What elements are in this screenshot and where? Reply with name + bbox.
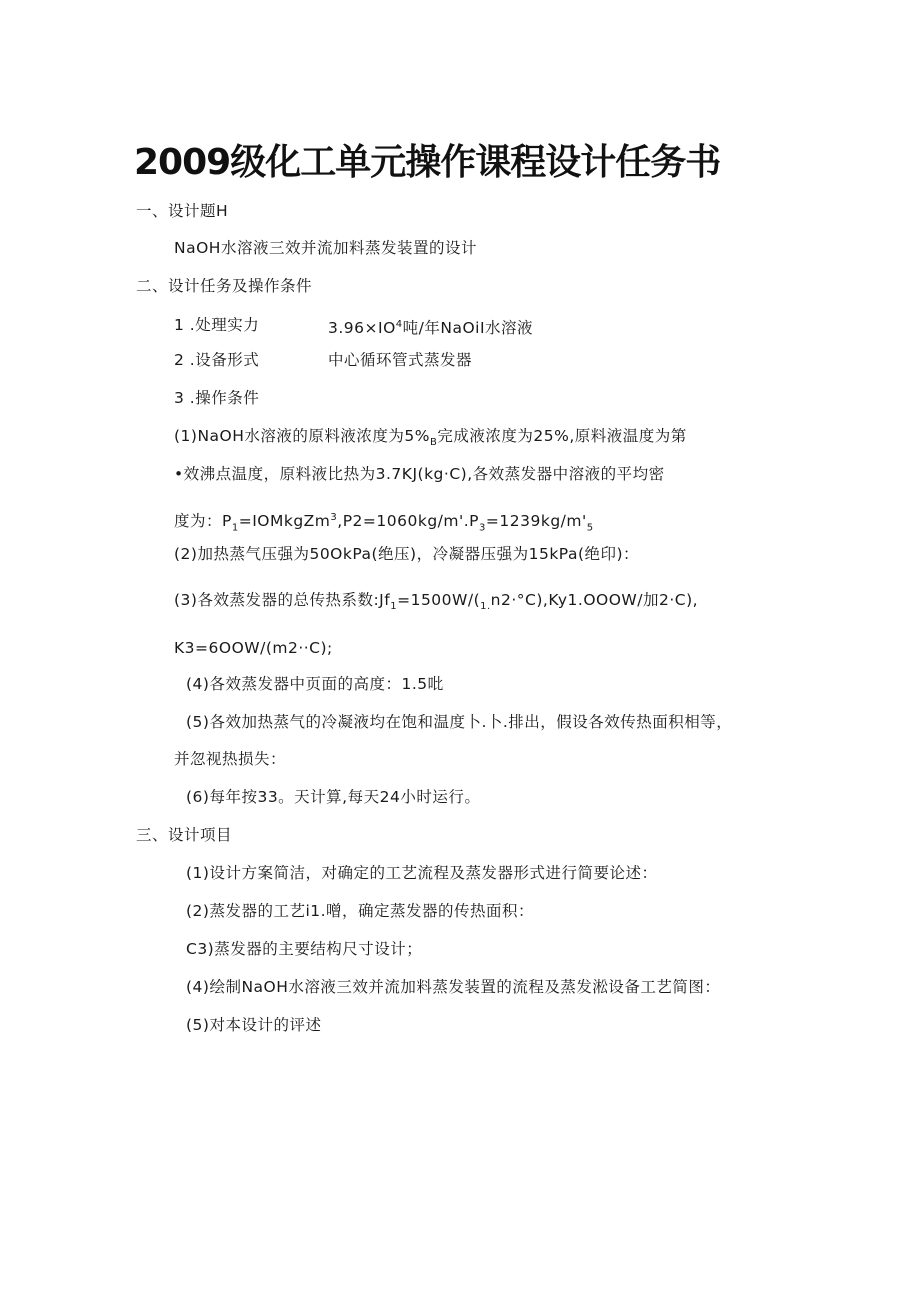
task-item-2-label: 2 .设备形式 bbox=[174, 351, 260, 369]
project-item-2: (2)蒸发器的工艺i1.噌，确定蒸发器的传热面积： bbox=[186, 902, 535, 920]
project-item-5: (5)对本设计的评述 bbox=[186, 1016, 322, 1034]
condition-5-line-a: (5)各效加热蒸气的冷凝液均在饱和温度卜.卜.排出，假设各效传热面积相等， bbox=[186, 713, 733, 731]
condition-1-line-a: (1)NaOH水溶液的原料液浓度为$5\%_B$完成液浓度为25%,原料液温度为第 bbox=[174, 427, 687, 449]
task-item-2 bbox=[174, 349, 473, 371]
condition-5-line-b: 并忽视热损失： bbox=[174, 750, 287, 768]
section-2-heading: 二、设计任务及操作条件 bbox=[136, 277, 313, 295]
document-title: 2009级化工单元操作课程设计任务书 bbox=[134, 142, 721, 183]
task-item-3-label: 3 .操作条件 bbox=[174, 389, 260, 407]
condition-1-line-c: 度为：$P_1=IOMkgZm^3,P2=1060kg∕m'.P_3=1239kg∕m'_5$ bbox=[174, 512, 594, 534]
condition-3-line-b: K3=6OOW/(m2··C); bbox=[174, 639, 333, 657]
task-item-1-label: 1 .处理实力 bbox=[174, 316, 260, 334]
task-item-3 bbox=[174, 387, 259, 409]
condition-6: (6)每年按33。天计算,每天24小时运行。 bbox=[186, 788, 481, 806]
project-item-3: C3)蒸发器的主要结构尺寸设计； bbox=[186, 940, 423, 958]
project-item-1: (1)设计方案简洁，对确定的工艺流程及蒸发器形式进行简要论述： bbox=[186, 864, 658, 882]
section-1-heading: 一、设计题H bbox=[136, 202, 229, 220]
condition-4: (4)各效蒸发器中页面的高度：1.5吡 bbox=[186, 675, 444, 693]
section-3-heading: 三、设计项目 bbox=[136, 826, 233, 844]
condition-3-line-a: (3)各效蒸发器的总传热系数$:Jf_1=1500W∕(_{1.}n2\cdot^\circ C),Ky1.OOOW/$加2·C), bbox=[174, 591, 699, 613]
section-1-body: NaOH水溶液三效并流加料蒸发装置的设计 bbox=[174, 239, 477, 257]
condition-1-line-b: •效沸点温度，原料液比热为3.7KJ(kg·C),各效蒸发器中溶液的平均密 bbox=[174, 465, 665, 483]
project-item-4: (4)绘制NaOH水溶液三效并流加料蒸发装置的流程及蒸发淞设备工艺简图： bbox=[186, 978, 721, 996]
task-item-1 bbox=[174, 314, 534, 338]
task-item-2-value: 中心循环管式蒸发器 bbox=[328, 351, 473, 369]
task-item-1-value: $3.96\times IO^4$吨/年NaOiI水溶液 bbox=[328, 319, 534, 338]
condition-2: (2)加热蒸气压强为50OkPa(绝压)，冷凝器压强为15kPa(绝印)： bbox=[174, 545, 640, 563]
